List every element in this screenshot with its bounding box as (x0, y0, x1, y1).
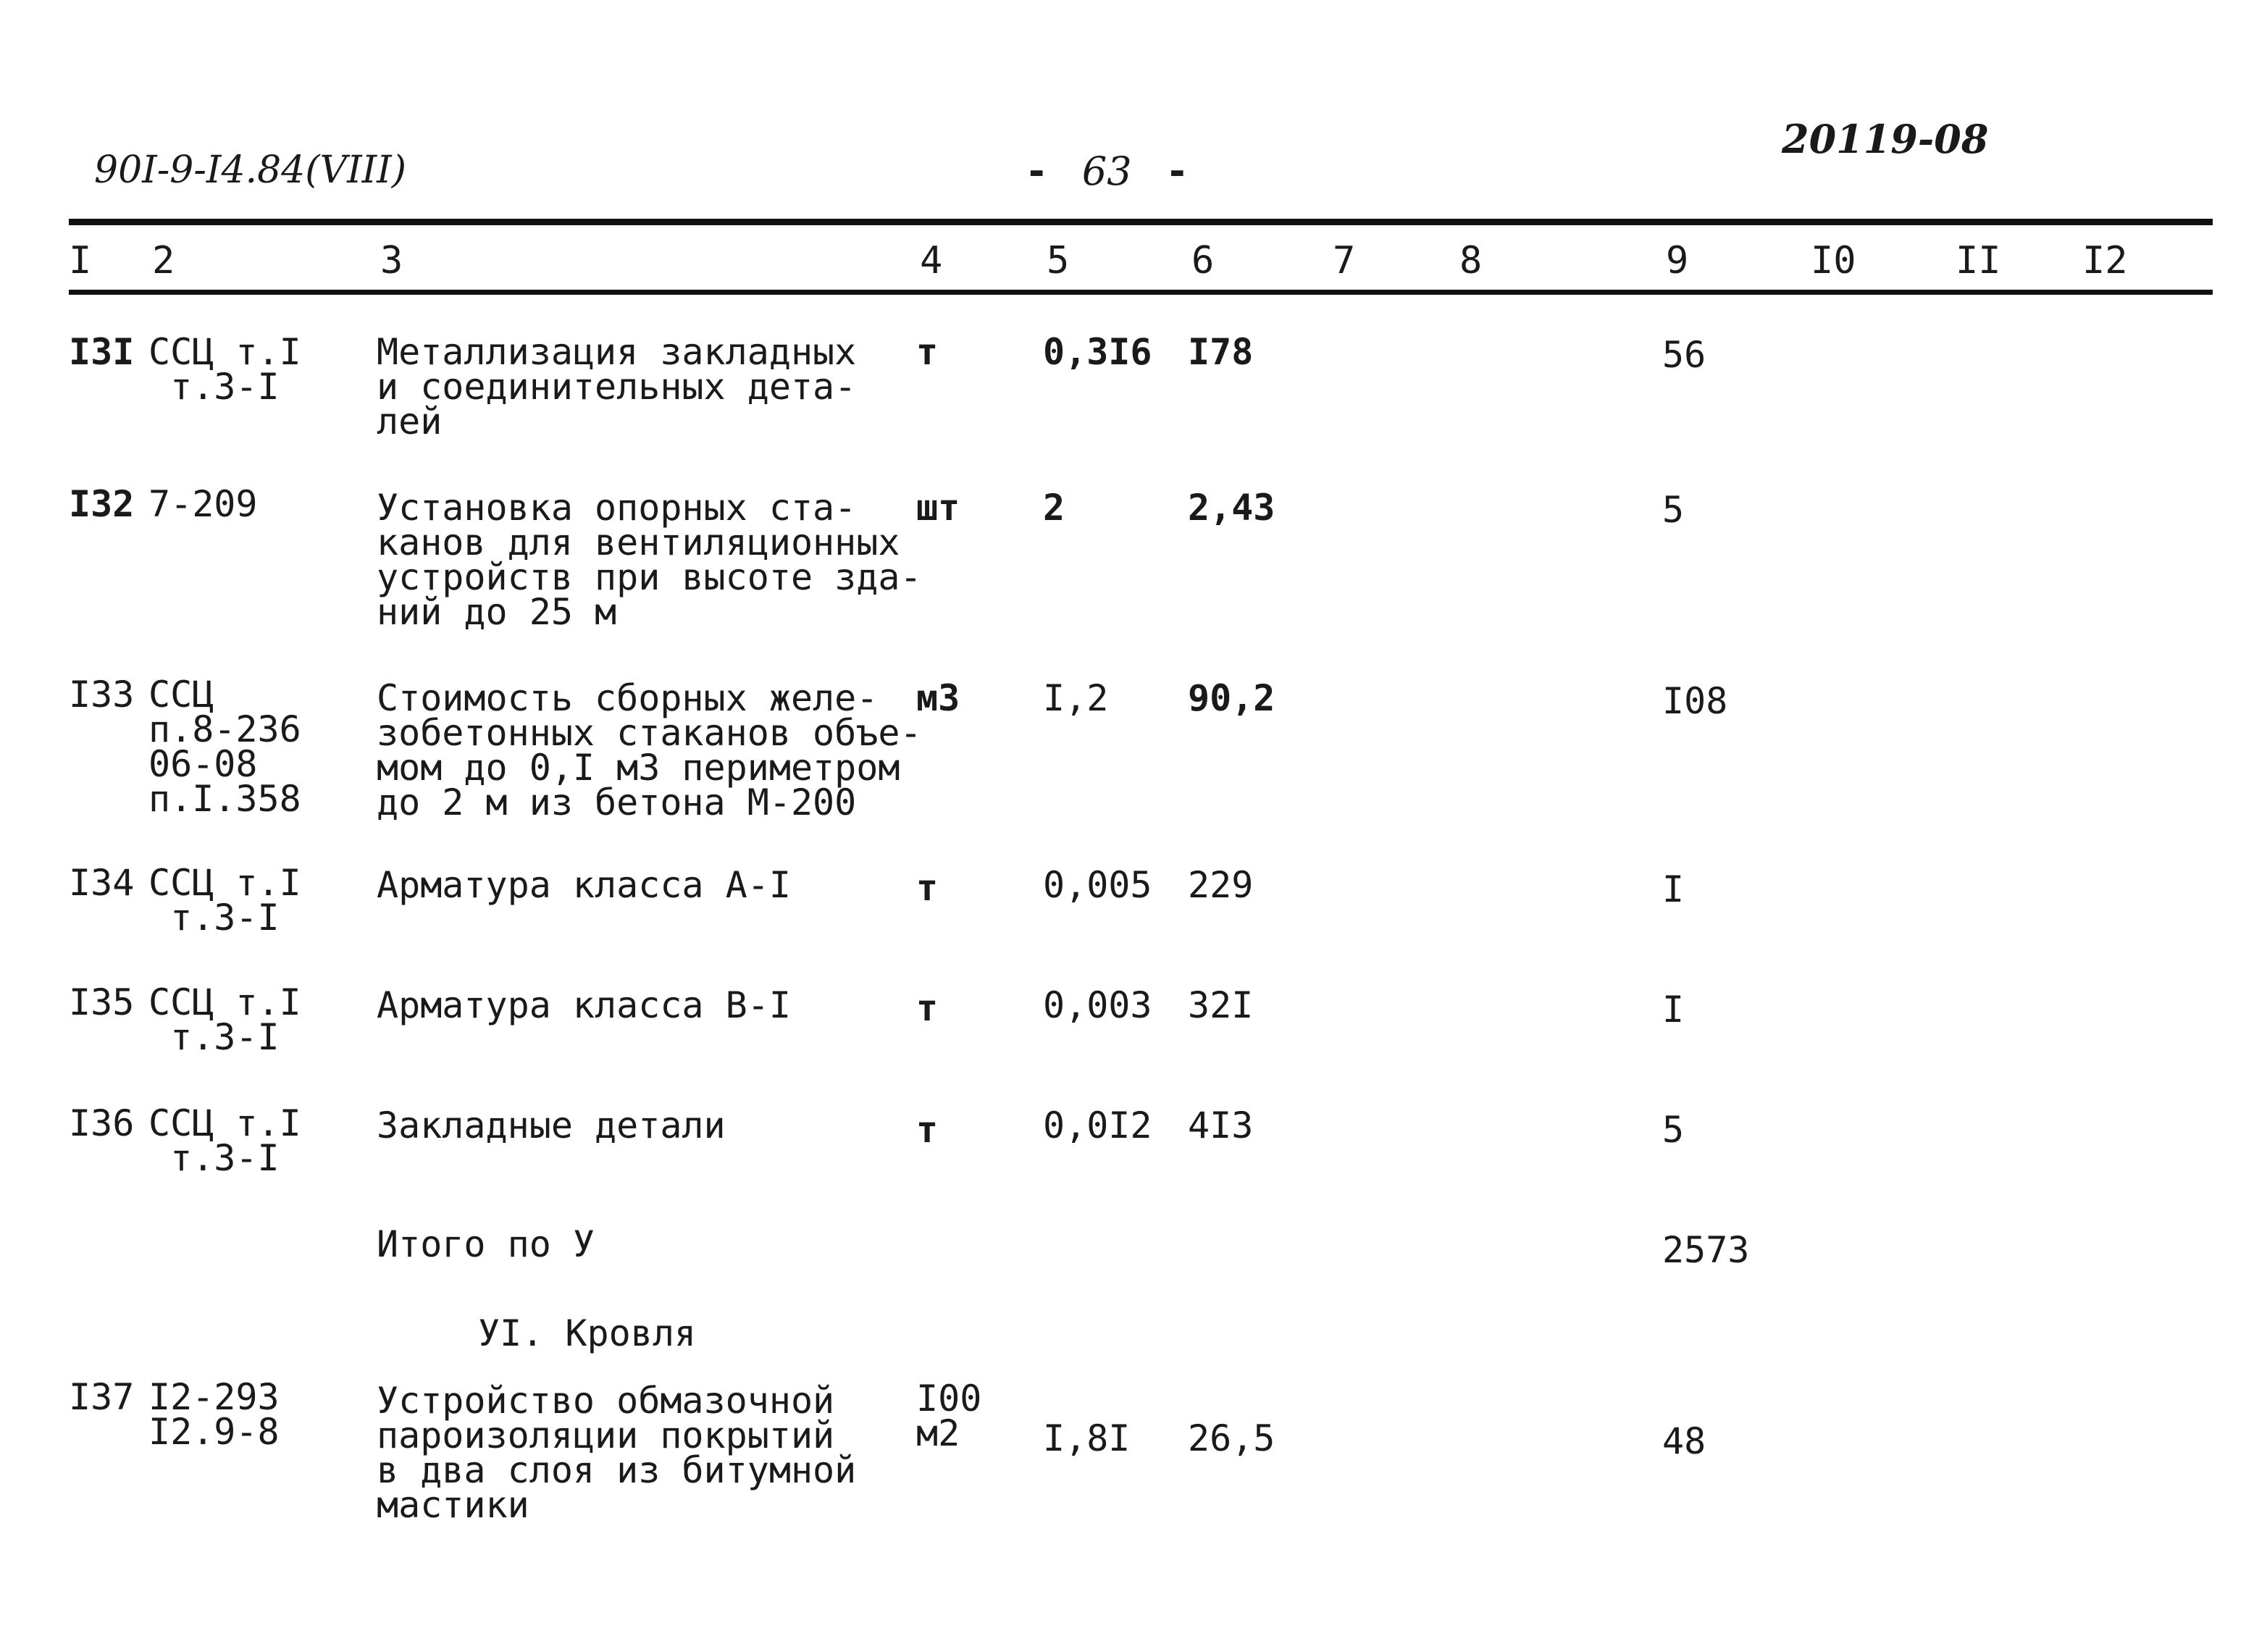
column-header-6: 6 (1191, 239, 1215, 282)
document-code: 90I-9-I4.84(VIII) (94, 148, 407, 192)
row-code: ССЦ п.8-236 06-08 п.I.358 (148, 674, 301, 820)
row-quantity: I,8I (1043, 1417, 1131, 1459)
row-unit-price: 32I (1188, 984, 1254, 1026)
row-total: 48 (1662, 1420, 1706, 1462)
row-description: Установка опорных ста- канов для вентиляционных устройств при высоте зда- ний до 25 м (377, 487, 922, 633)
row-code: ССЦ т.I т.3-I (148, 981, 301, 1058)
row-description: Закладные детали (377, 1104, 726, 1146)
row-unit: т (916, 331, 939, 373)
row-number: I36 (69, 1102, 135, 1144)
row-unit-price: 90,2 (1188, 677, 1275, 719)
column-header-5: 5 (1047, 239, 1070, 282)
section-title: УI. Кровля (478, 1312, 697, 1354)
row-number: I32 (69, 483, 135, 525)
row-number: I3I (69, 331, 135, 373)
row-quantity: 0,005 (1043, 864, 1152, 906)
page-dash-right: - (1169, 148, 1186, 194)
row-total: 56 (1662, 334, 1706, 376)
row-number: I34 (69, 862, 135, 904)
column-header-3: 3 (380, 239, 403, 282)
row-quantity: 0,0I2 (1043, 1104, 1152, 1146)
row-unit: т (916, 867, 939, 909)
header-rule-top (69, 219, 2213, 225)
row-total: 5 (1662, 1109, 1685, 1151)
row-number: I33 (69, 674, 135, 716)
column-header-7: 7 (1333, 239, 1356, 282)
row-code: I2-293 I2.9-8 (148, 1376, 280, 1453)
row-quantity: 2 (1043, 487, 1065, 529)
column-header-4: 4 (920, 239, 943, 282)
column-header-2: 2 (152, 239, 175, 282)
column-header-8: 8 (1459, 239, 1483, 282)
row-total: I (1662, 868, 1685, 910)
column-header-1: I (69, 239, 92, 282)
row-code: ССЦ т.I т.3-I (148, 331, 301, 408)
row-unit: т (916, 987, 939, 1029)
row-unit-price: 4I3 (1188, 1104, 1254, 1146)
row-description: Стоимость сборных желе- зобетонных стаканов объе- мом до 0,I м3 периметром до 2 м из бетона М-200 (377, 677, 922, 823)
row-number: I35 (69, 981, 135, 1023)
row-quantity: I,2 (1043, 677, 1109, 719)
row-total: I08 (1662, 680, 1728, 722)
row-quantity: 0,3I6 (1043, 331, 1152, 373)
row-number: I37 (69, 1376, 135, 1418)
row-unit: т (916, 1109, 939, 1151)
row-quantity: 0,003 (1043, 984, 1152, 1026)
row-code: 7-209 (148, 483, 258, 525)
row-unit: I00 м2 (916, 1378, 982, 1454)
row-description: Арматура класса В-I (377, 984, 791, 1026)
row-code: ССЦ т.I т.3-I (148, 1102, 301, 1179)
column-header-11: II (1956, 239, 2001, 282)
row-unit: шт (916, 487, 960, 529)
row-unit-price: 26,5 (1188, 1417, 1275, 1459)
page-number-value: 63 (1081, 148, 1132, 194)
subtotal-label: Итого по У (377, 1223, 595, 1265)
row-unit-price: I78 (1188, 331, 1254, 373)
row-unit-price: 229 (1188, 864, 1254, 906)
row-description: Металлизация закладных и соединительных дета- лей (377, 331, 857, 443)
row-description: Арматура класса А-I (377, 864, 791, 906)
page-number (1028, 148, 1186, 194)
page-dash-left: - (1028, 148, 1045, 194)
subtotal-total: 2573 (1662, 1229, 1750, 1271)
row-unit: м3 (916, 677, 960, 719)
row-description: Устройство обмазочной пароизоляции покрытий в два слоя из битумной мастики (377, 1380, 857, 1526)
column-header-9: 9 (1666, 239, 1689, 282)
registration-stamp: 20119-08 (1782, 116, 1989, 162)
row-code: ССЦ т.I т.3-I (148, 862, 301, 939)
column-header-10: I0 (1811, 239, 1856, 282)
header-rule-bottom (69, 290, 2213, 295)
row-unit-price: 2,43 (1188, 487, 1275, 529)
column-header-12: I2 (2082, 239, 2128, 282)
row-total: 5 (1662, 489, 1685, 531)
row-total: I (1662, 989, 1685, 1031)
